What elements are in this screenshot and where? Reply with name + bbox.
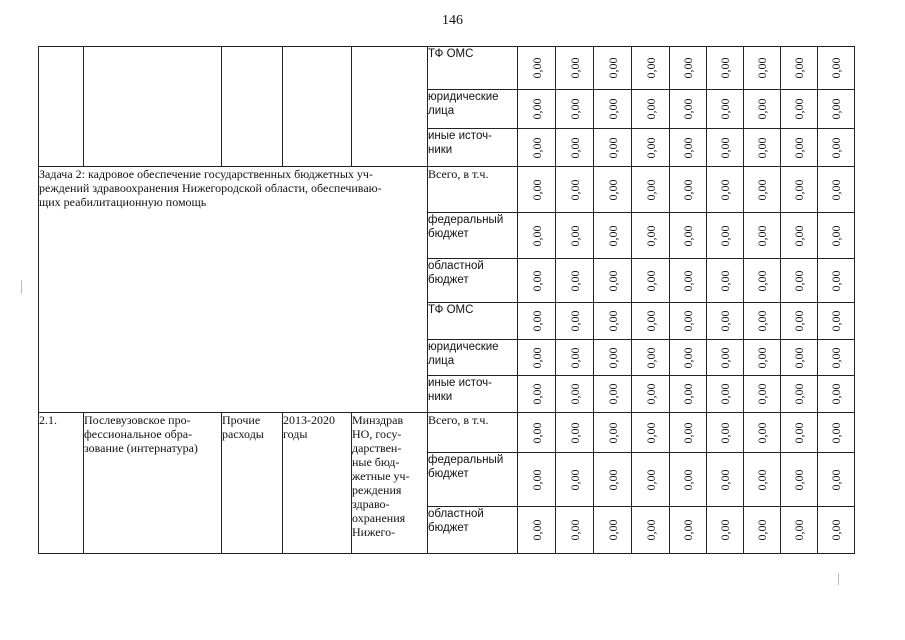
value-cell: [518, 376, 556, 413]
value-text: 0,00: [829, 347, 843, 368]
value-cell: [556, 303, 594, 340]
value-text: 0,00: [718, 57, 732, 79]
value-cell: [670, 507, 707, 554]
text-line: реждений здравоохранения Нижегородской области, обеспечиваю-: [39, 181, 382, 195]
funding-source: [428, 167, 518, 213]
value-text: 0,00: [718, 225, 732, 246]
value-cell: [556, 167, 594, 213]
value-cell: [518, 507, 556, 554]
value-text: 0,00: [643, 179, 658, 200]
value-cell: [818, 376, 855, 413]
value-cell: [818, 90, 855, 129]
empty-cell: [352, 47, 428, 167]
value-text: 0,00: [755, 179, 769, 200]
value-cell: [670, 413, 707, 453]
value-cell: [594, 213, 632, 259]
value-cell: [744, 507, 781, 554]
value-cell: [594, 167, 632, 213]
value-cell: [556, 340, 594, 376]
value-text: 0,00: [792, 347, 806, 368]
empty-cell: [283, 47, 352, 167]
value-text: 0,00: [681, 347, 695, 368]
value-cell: [781, 167, 818, 213]
value-cell: [744, 167, 781, 213]
value-text: 0,00: [605, 347, 620, 368]
value-text: 0,00: [681, 225, 695, 246]
value-cell: [707, 259, 744, 303]
value-text: 0,00: [681, 179, 695, 200]
value-text: 0,00: [643, 98, 658, 120]
value-text: 0,00: [755, 347, 769, 368]
value-cell: [818, 413, 855, 453]
text-line: Прочие: [222, 413, 261, 427]
value-cell: [556, 47, 594, 90]
value-cell: [744, 259, 781, 303]
value-text: 0,00: [643, 383, 658, 405]
value-cell: [670, 259, 707, 303]
value-text: 0,00: [792, 225, 806, 246]
page-number: 146: [442, 13, 463, 28]
value-cell: [781, 453, 818, 507]
text-line: юридические: [428, 341, 499, 353]
value-text: 0,00: [755, 310, 769, 332]
value-cell: [594, 90, 632, 129]
value-text: 0,00: [718, 98, 732, 120]
funding-source: [428, 453, 518, 507]
value-text: 0,00: [567, 270, 582, 291]
funding-source: [428, 303, 518, 340]
value-cell: [594, 303, 632, 340]
value-text: 0,00: [792, 98, 806, 120]
value-text: 0,00: [792, 383, 806, 405]
value-cell: [556, 453, 594, 507]
value-cell: [632, 167, 670, 213]
value-text: 0,00: [755, 422, 769, 443]
value-cell: [781, 47, 818, 90]
value-cell: [744, 129, 781, 167]
value-cell: [556, 259, 594, 303]
value-text: 0,00: [755, 469, 769, 490]
value-text: 0,00: [829, 225, 843, 246]
value-cell: [556, 413, 594, 453]
value-cell: [594, 47, 632, 90]
value-cell: [594, 413, 632, 453]
value-text: 0,00: [755, 383, 769, 405]
value-cell: [707, 303, 744, 340]
text-line: иные источ-: [428, 377, 492, 389]
value-text: 0,00: [829, 383, 843, 405]
value-text: 0,00: [605, 270, 620, 291]
table-row: [39, 413, 855, 453]
value-cell: [744, 90, 781, 129]
value-cell: [707, 129, 744, 167]
value-text: 0,00: [681, 270, 695, 291]
text-line: Задача 2: кадровое обеспечение государственных бюджетных уч-: [39, 167, 373, 181]
text-line: федеральный: [428, 454, 504, 466]
value-text: 0,00: [755, 225, 769, 246]
value-text: 0,00: [529, 98, 544, 120]
value-cell: [670, 376, 707, 413]
text-line: Всего, в т.ч.: [428, 167, 489, 181]
value-text: 0,00: [567, 347, 582, 368]
value-text: 0,00: [829, 57, 843, 79]
value-cell: [707, 90, 744, 129]
value-cell: [594, 129, 632, 167]
value-cell: [818, 47, 855, 90]
value-text: 0,00: [529, 383, 544, 405]
value-text: 0,00: [605, 179, 620, 200]
value-cell: [632, 90, 670, 129]
text-line: областной: [428, 260, 484, 272]
value-text: 0,00: [643, 519, 658, 541]
value-cell: [781, 259, 818, 303]
text-line: ные бюд-: [352, 455, 400, 469]
period: [283, 413, 352, 554]
value-cell: [818, 259, 855, 303]
text-line: ТФ ОМС: [428, 48, 474, 60]
value-text: 0,00: [567, 310, 582, 332]
text-line: лица: [428, 355, 455, 367]
text-line: Нижего-: [352, 525, 396, 539]
value-text: 0,00: [792, 519, 806, 541]
text-line: Всего, в т.ч.: [428, 413, 489, 427]
text-line: жетные уч-: [352, 469, 410, 483]
value-cell: [781, 413, 818, 453]
text-line: дарствен-: [352, 441, 402, 455]
text-line: щих реабилитационную помощь: [39, 195, 207, 209]
value-text: 0,00: [792, 137, 806, 158]
text-line: бюджет: [428, 274, 469, 286]
value-cell: [744, 413, 781, 453]
text-line: охранения: [352, 511, 406, 525]
value-cell: [818, 129, 855, 167]
value-text: 0,00: [792, 469, 806, 490]
value-cell: [744, 213, 781, 259]
value-text: 0,00: [792, 179, 806, 200]
value-text: 0,00: [529, 422, 544, 443]
value-cell: [707, 47, 744, 90]
value-text: 0,00: [567, 179, 582, 200]
value-cell: [632, 47, 670, 90]
value-cell: [518, 129, 556, 167]
value-cell: [632, 507, 670, 554]
scan-mark: [838, 573, 839, 585]
value-text: 0,00: [643, 310, 658, 332]
value-text: 0,00: [681, 310, 695, 332]
value-text: 0,00: [718, 270, 732, 291]
executor: [352, 413, 428, 554]
value-text: 0,00: [567, 98, 582, 120]
value-text: 0,00: [755, 270, 769, 291]
value-text: 0,00: [605, 137, 620, 158]
value-text: 0,00: [829, 469, 843, 490]
value-text: 0,00: [529, 225, 544, 246]
funding-source: [428, 213, 518, 259]
value-cell: [707, 340, 744, 376]
value-cell: [518, 413, 556, 453]
text-line: Минздрав: [352, 413, 404, 427]
value-cell: [818, 303, 855, 340]
value-cell: [744, 340, 781, 376]
text-line: НО, госу-: [352, 427, 402, 441]
empty-cell: [222, 47, 283, 167]
value-cell: [818, 453, 855, 507]
value-cell: [632, 303, 670, 340]
value-cell: [670, 90, 707, 129]
value-text: 0,00: [605, 469, 620, 490]
funding-source: [428, 507, 518, 554]
value-cell: [744, 453, 781, 507]
value-text: 0,00: [567, 225, 582, 246]
value-text: 0,00: [792, 270, 806, 291]
text-line: областной: [428, 508, 484, 520]
value-cell: [632, 129, 670, 167]
value-cell: [632, 259, 670, 303]
value-text: 0,00: [643, 137, 658, 158]
value-text: 0,00: [567, 519, 582, 541]
value-text: 0,00: [681, 422, 695, 443]
task-2-description: [39, 167, 428, 413]
value-text: 0,00: [605, 225, 620, 246]
value-cell: [818, 340, 855, 376]
value-text: 0,00: [605, 519, 620, 541]
value-text: 0,00: [829, 422, 843, 443]
value-text: 0,00: [718, 422, 732, 443]
value-text: 0,00: [681, 137, 695, 158]
value-cell: [518, 47, 556, 90]
value-cell: [594, 259, 632, 303]
value-cell: [518, 90, 556, 129]
value-text: 0,00: [718, 383, 732, 405]
text-line: Послевузовское про-: [84, 413, 191, 427]
empty-cell: [39, 47, 84, 167]
text-line: юридические: [428, 91, 499, 103]
value-text: 0,00: [605, 57, 620, 79]
funding-source: [428, 90, 518, 129]
text-line: годы: [283, 427, 308, 441]
value-cell: [707, 453, 744, 507]
value-text: 0,00: [567, 383, 582, 405]
value-text: 0,00: [718, 469, 732, 490]
value-cell: [781, 213, 818, 259]
funding-source: [428, 259, 518, 303]
empty-cell: [84, 47, 222, 167]
funding-table: [38, 46, 855, 554]
value-text: 0,00: [829, 137, 843, 158]
value-cell: [707, 376, 744, 413]
value-text: 0,00: [755, 57, 769, 79]
value-cell: [518, 453, 556, 507]
value-cell: [781, 129, 818, 167]
value-text: 0,00: [567, 422, 582, 443]
value-cell: [594, 340, 632, 376]
text-line: ТФ ОМС: [428, 304, 474, 316]
value-text: 0,00: [792, 422, 806, 443]
text-line: здраво-: [352, 497, 390, 511]
value-cell: [670, 340, 707, 376]
value-cell: [707, 507, 744, 554]
funding-source: [428, 376, 518, 413]
funding-source: [428, 413, 518, 453]
value-text: 0,00: [643, 225, 658, 246]
value-cell: [518, 303, 556, 340]
text-line: бюджет: [428, 468, 469, 480]
value-cell: [594, 376, 632, 413]
text-line: бюджет: [428, 522, 469, 534]
value-cell: [670, 167, 707, 213]
text-line: лица: [428, 105, 455, 117]
value-text: 0,00: [718, 519, 732, 541]
text-line: зование (интернатура): [84, 441, 198, 455]
value-text: 0,00: [755, 519, 769, 541]
value-text: 0,00: [681, 469, 695, 490]
value-cell: [670, 47, 707, 90]
value-text: 0,00: [681, 519, 695, 541]
text-line: 2013-2020: [283, 413, 335, 427]
value-text: 0,00: [605, 422, 620, 443]
measure-name: [84, 413, 222, 554]
funding-source: [428, 340, 518, 376]
text-line: ники: [428, 144, 453, 156]
table-row: [39, 167, 855, 213]
value-cell: [632, 340, 670, 376]
value-cell: [744, 376, 781, 413]
value-cell: [818, 213, 855, 259]
cost-type: [222, 413, 283, 554]
text-line: иные источ-: [428, 130, 492, 142]
text-line: фессиональное обра-: [84, 427, 193, 441]
value-cell: [670, 453, 707, 507]
value-text: 0,00: [567, 469, 582, 490]
value-cell: [518, 340, 556, 376]
value-text: 0,00: [829, 179, 843, 200]
value-cell: [632, 376, 670, 413]
value-text: 0,00: [643, 422, 658, 443]
funding-source: [428, 47, 518, 90]
value-text: 0,00: [529, 137, 544, 158]
value-text: 0,00: [718, 137, 732, 158]
value-text: 0,00: [681, 383, 695, 405]
value-text: 0,00: [529, 270, 544, 291]
value-text: 0,00: [829, 310, 843, 332]
value-cell: [781, 507, 818, 554]
value-cell: [594, 507, 632, 554]
text-line: бюджет: [428, 228, 469, 240]
value-cell: [818, 167, 855, 213]
value-cell: [707, 213, 744, 259]
text-line: расходы: [222, 427, 264, 441]
value-text: 0,00: [829, 519, 843, 541]
scan-mark: [21, 280, 22, 294]
value-cell: [744, 303, 781, 340]
text-line: реждения: [352, 483, 402, 497]
text-line: федеральный: [428, 214, 504, 226]
value-text: 0,00: [529, 519, 544, 541]
value-text: 0,00: [529, 469, 544, 490]
value-text: 0,00: [529, 310, 544, 332]
value-text: 0,00: [567, 57, 582, 79]
value-cell: [518, 259, 556, 303]
value-cell: [670, 213, 707, 259]
value-text: 0,00: [605, 310, 620, 332]
value-text: 0,00: [643, 270, 658, 291]
value-cell: [556, 129, 594, 167]
value-text: 0,00: [755, 98, 769, 120]
value-text: 0,00: [529, 57, 544, 79]
value-cell: [632, 213, 670, 259]
value-cell: [518, 213, 556, 259]
value-cell: [556, 507, 594, 554]
value-cell: [781, 340, 818, 376]
value-cell: [781, 90, 818, 129]
value-cell: [744, 47, 781, 90]
value-text: 0,00: [829, 270, 843, 291]
value-cell: [594, 453, 632, 507]
value-cell: [781, 303, 818, 340]
value-text: 0,00: [681, 57, 695, 79]
value-cell: [556, 213, 594, 259]
value-text: 0,00: [643, 347, 658, 368]
value-cell: [556, 90, 594, 129]
value-text: 0,00: [718, 310, 732, 332]
value-cell: [632, 413, 670, 453]
value-text: 0,00: [605, 98, 620, 120]
value-cell: [818, 507, 855, 554]
value-text: 0,00: [681, 98, 695, 120]
value-text: 0,00: [792, 310, 806, 332]
value-text: 0,00: [605, 383, 620, 405]
value-text: 0,00: [755, 137, 769, 158]
text-line: ники: [428, 391, 453, 403]
value-cell: [670, 303, 707, 340]
value-text: 0,00: [643, 469, 658, 490]
value-text: 0,00: [643, 57, 658, 79]
value-cell: [707, 413, 744, 453]
value-text: 0,00: [718, 347, 732, 368]
value-cell: [781, 376, 818, 413]
value-text: 0,00: [567, 137, 582, 158]
value-text: 0,00: [718, 179, 732, 200]
value-text: 0,00: [529, 179, 544, 200]
value-cell: [707, 167, 744, 213]
value-cell: [556, 376, 594, 413]
value-text: 0,00: [529, 347, 544, 368]
funding-source: [428, 129, 518, 167]
row-number: [39, 413, 84, 554]
table-row: [39, 47, 855, 90]
value-cell: [670, 129, 707, 167]
value-cell: [632, 453, 670, 507]
value-text: 0,00: [829, 98, 843, 120]
text-line: 2.1.: [39, 413, 57, 427]
value-text: 0,00: [792, 57, 806, 79]
value-cell: [518, 167, 556, 213]
